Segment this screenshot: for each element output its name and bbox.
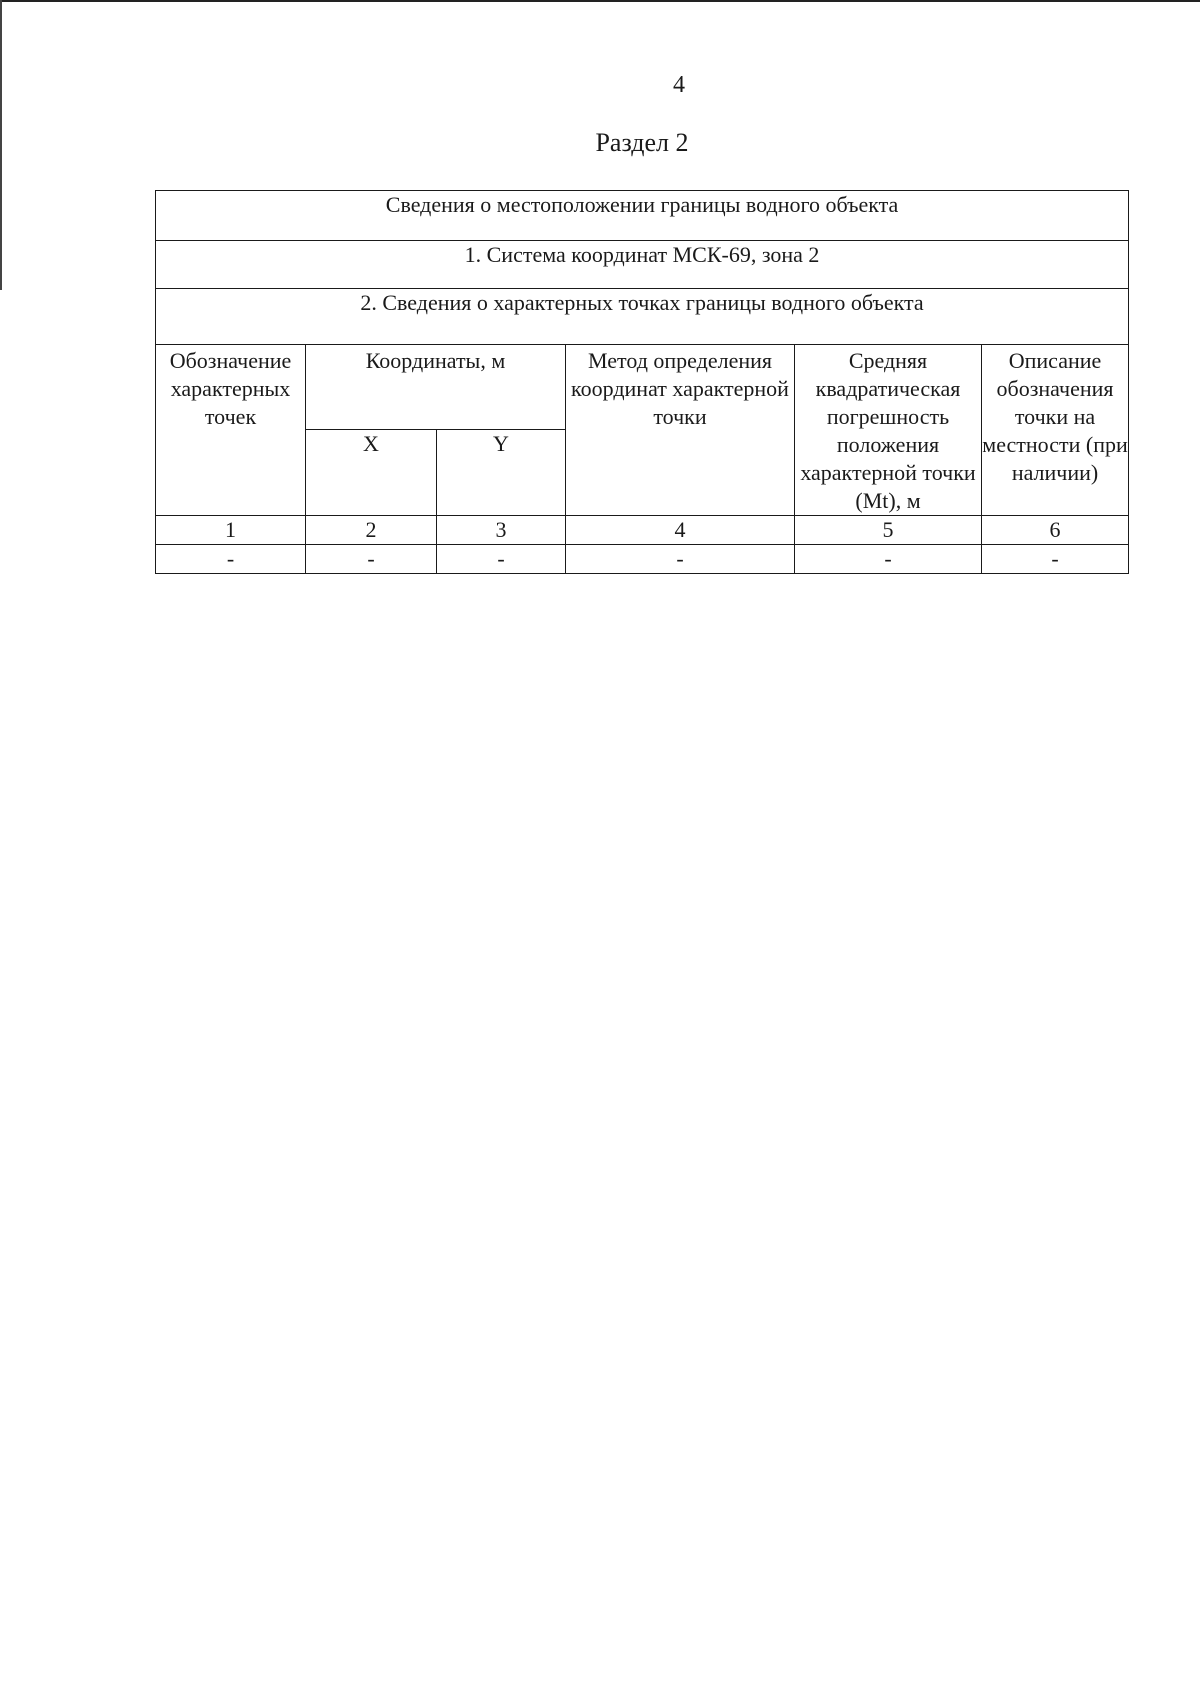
coordinate-system-row [156,241,1129,289]
table-cell: - [306,545,437,574]
points-heading-row [156,289,1129,345]
table-caption: Сведения о местоположении границы водного объекта [156,191,1129,241]
column-number: 1 [156,516,306,545]
header-x: X [306,429,437,515]
page-top-edge [0,0,1200,2]
column-number: 4 [566,516,795,545]
header-mean-error [795,345,982,516]
header-y: Y [437,429,566,515]
table-cell: - [566,545,795,574]
table-caption-row [156,191,1129,241]
coordinate-system: 1. Система координат МСК-69, зона 2 [156,241,1129,289]
column-number: 6 [982,516,1129,545]
column-number: 3 [437,516,566,545]
header-coordinates [306,345,566,430]
column-numbers-row [156,516,1129,545]
table-cell: - [156,545,306,574]
header-point-designation [156,345,306,516]
section-title: Раздел 2 [595,128,689,157]
table-header-row [156,345,1129,430]
header-mean-error-label: Средняя квадратическая погрешность положения характерной точки (Mt), м [800,348,976,513]
table-cell: - [437,545,566,574]
column-number: 5 [795,516,982,545]
header-coordinates-label: Координаты, м [365,348,506,373]
water-boundary-table [155,190,1129,574]
header-description-label: Описание обозначения точки на местности (при наличии) [982,348,1128,485]
table-row [156,545,1129,574]
table-cell: - [982,545,1129,574]
header-method-label: Метод определения координат характерной точки [571,348,789,429]
points-heading: 2. Сведения о характерных точках границы водного объекта [156,289,1129,345]
column-number: 2 [306,516,437,545]
page-number: 4 [673,72,685,98]
table-cell: - [795,545,982,574]
header-point-designation-label: Обозначение характерных точек [169,348,292,429]
header-method [566,345,795,516]
header-description [982,345,1129,516]
